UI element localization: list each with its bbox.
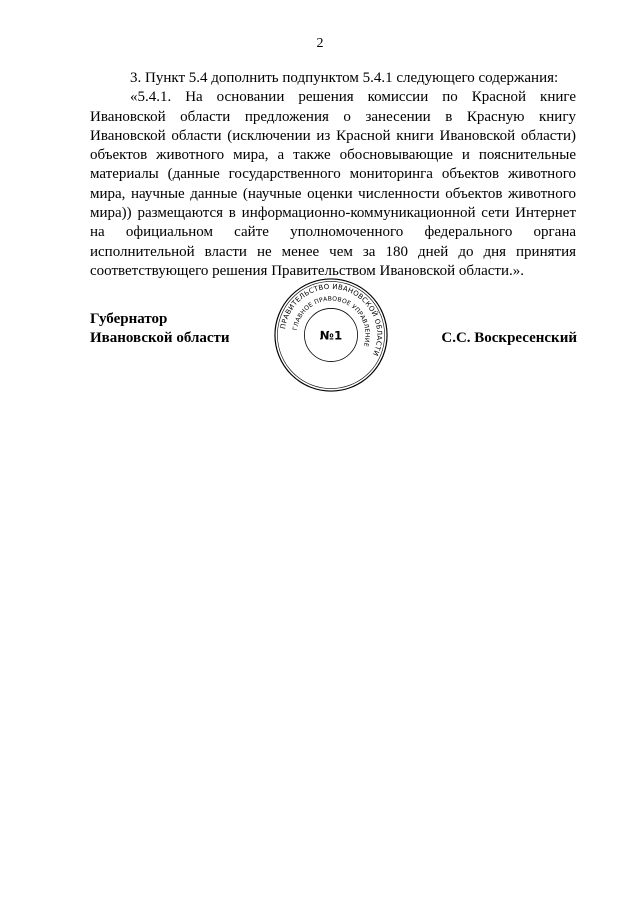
paragraph-amendment-text: «5.4.1. На основании решения комиссии по Красной книге Ивановской области предложения о занесении в Красную книгу Ивановской области (исключении из Красной книги Ивановской области) объектов животного мира, а также обосновывающие и пояснительные материалы (данные государственного мониторинга объектов животного мира, научные данные (научные оценки численности объектов животного мира)) размещаются в информационно-коммуникационной сети Интернет на официальном сайте уполномоченного федерального органа исполнительной власти не менее чем за 180 дней до дня принятия соответствующего решения Правительством Ивановской области.».	[90, 89, 576, 279]
signatory-title-line2: Ивановской области	[90, 330, 230, 346]
seal-number: №1	[319, 328, 343, 343]
signatory-title	[90, 310, 230, 348]
official-seal-stamp	[272, 276, 390, 394]
signatory-title-line1: Губернатор	[90, 311, 168, 327]
svg-text:ГЛАВНОЕ ПРАВОВОЕ УПРАВЛЕНИЕ: ГЛАВНОЕ ПРАВОВОЕ УПРАВЛЕНИЕ	[291, 295, 371, 348]
body-text	[90, 69, 576, 281]
svg-text:ПРАВИТЕЛЬСТВО ИВАНОВСКОЙ ОБЛАС: ПРАВИТЕЛЬСТВО ИВАНОВСКОЙ ОБЛАСТИ	[279, 282, 384, 358]
page-number: 2	[316, 36, 324, 51]
signatory-name: С.С. Воскресенский	[441, 330, 577, 346]
paragraph-amendment-intro: 3. Пункт 5.4 дополнить подпунктом 5.4.1 следующего содержания:	[130, 70, 559, 86]
